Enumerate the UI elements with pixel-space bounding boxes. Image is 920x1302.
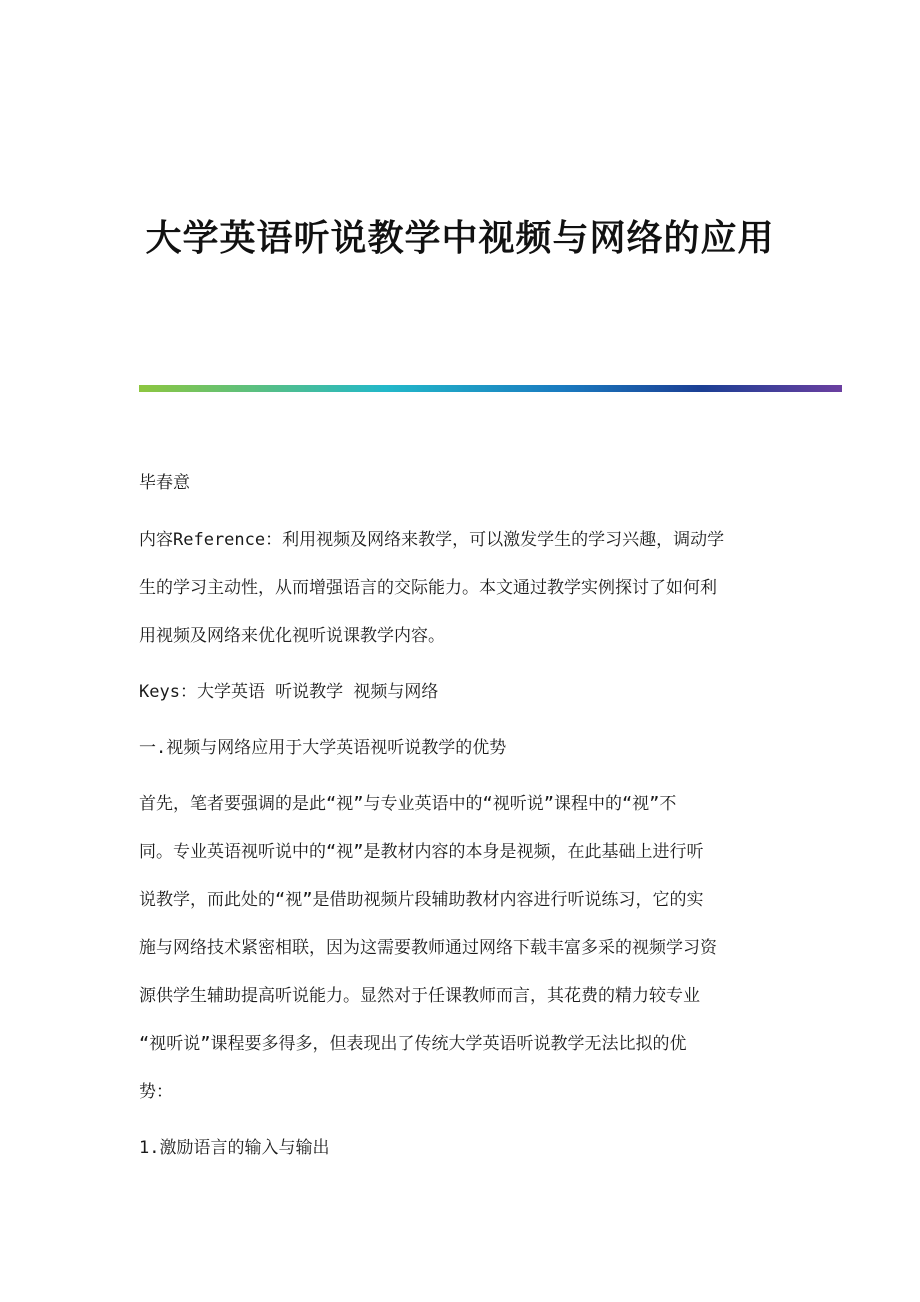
subsection-heading: 1.激励语言的输入与输出 <box>139 1138 330 1158</box>
paragraph-line: 首先，笔者要强调的是此“视”与专业英语中的“视听说”课程中的“视”不 <box>139 794 677 814</box>
paragraph-line: 说教学，而此处的“视”是借助视频片段辅助教材内容进行听说练习，它的实 <box>139 890 704 910</box>
paragraph-line: 同。专业英语视听说中的“视”是教材内容的本身是视频，在此基础上进行听 <box>139 842 704 862</box>
abstract-line: 用视频及网络来优化视听说课教学内容。 <box>139 626 445 646</box>
section-heading: 一.视频与网络应用于大学英语视听说教学的优势 <box>139 738 507 758</box>
abstract-line: 内容Reference：利用视频及网络来教学，可以激发学生的学习兴趣，调动学 <box>139 530 725 550</box>
paragraph-line: 施与网络技术紧密相联，因为这需要教师通过网络下载丰富多采的视频学习资 <box>139 938 717 958</box>
paragraph-line: 源供学生辅助提高听说能力。显然对于任课教师而言，其花费的精力较专业 <box>139 986 700 1006</box>
paragraph-line: 势： <box>139 1082 173 1102</box>
abstract-line: 生的学习主动性，从而增强语言的交际能力。本文通过教学实例探讨了如何利 <box>139 578 717 598</box>
keywords: Keys：大学英语 听说教学 视频与网络 <box>139 682 439 702</box>
author-name: 毕春意 <box>139 473 190 493</box>
title-divider <box>139 385 842 392</box>
document-title: 大学英语听说教学中视频与网络的应用 <box>145 217 775 259</box>
paragraph-line: “视听说”课程要多得多，但表现出了传统大学英语听说教学无法比拟的优 <box>139 1034 687 1054</box>
